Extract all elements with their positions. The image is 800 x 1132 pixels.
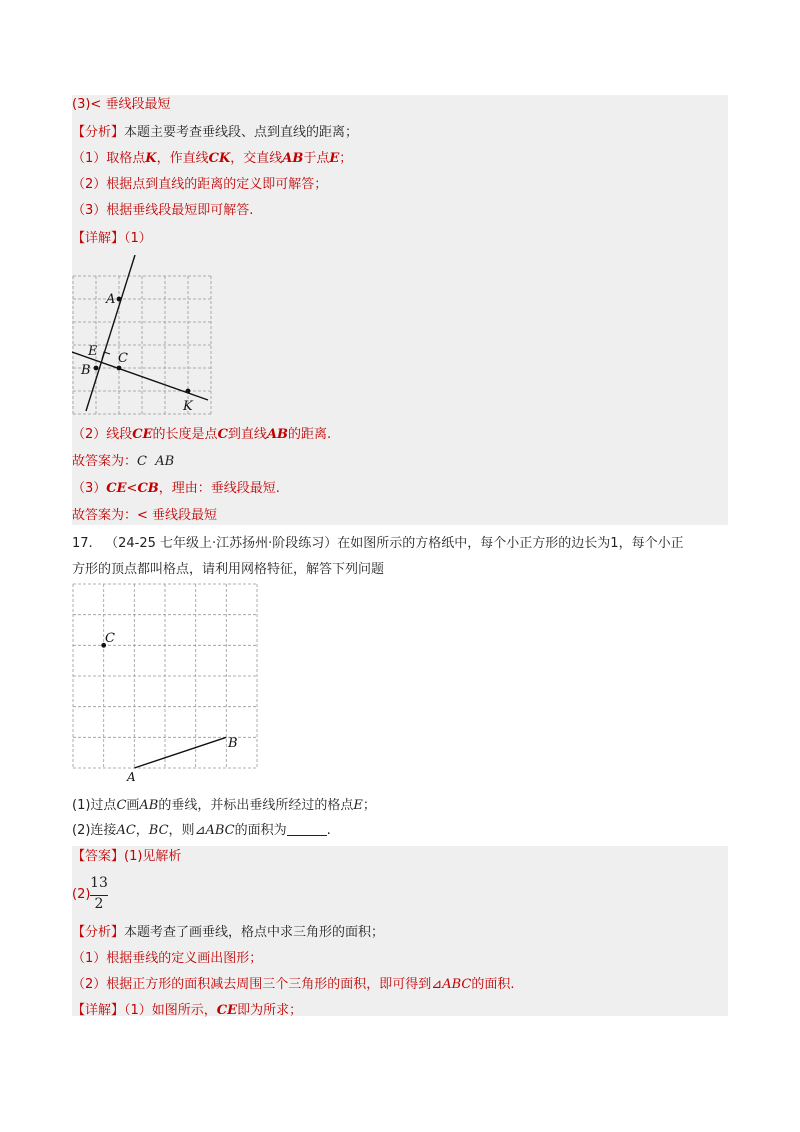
fraction-13-over-2: 13 2	[90, 875, 108, 912]
q17-sub2: (2)连接AC，BC，则⊿ABC的面积为 .	[72, 823, 331, 838]
analysis17-step2: （2）根据正方形的面积减去周围三个三角形的面积，即可得到⊿ABC的面积.	[72, 977, 515, 992]
point-c	[117, 366, 122, 371]
label-c: C	[118, 351, 128, 366]
segment-ab	[134, 737, 226, 768]
detail16-part2: （2）线段CE的长度是点C到直线AB的距离.	[72, 427, 332, 442]
answer17-line1: 【答案】(1)见解析	[72, 849, 182, 864]
analysis16-line: 【分析】本题主要考查垂线段、点到直线的距离；	[72, 125, 359, 140]
detail16-part3: （3）CE<CB，理由：垂线段最短.	[72, 481, 280, 496]
q17-line1: 17. （24-25 七年级上·江苏扬州·阶段练习）在如图所示的方格纸中，每个小正方形的边长为1，每个小正	[72, 536, 684, 551]
analysis16-step1: （1）取格点K，作直线CK，交直线AB于点E；	[72, 151, 353, 166]
label-e: E	[88, 344, 98, 359]
analysis16-step2: （2）根据点到直线的距离的定义即可解答；	[72, 177, 328, 192]
point-b	[94, 366, 99, 371]
analysis17-line: 【分析】本题考查了画垂线，格点中求三角形的面积；	[72, 925, 385, 940]
question-number: 17.	[72, 536, 93, 551]
q17-line2: 方形的顶点都叫格点，请利用网格特征，解答下列问题	[72, 562, 385, 577]
detail17-line: 【详解】（1）如图所示，CE即为所求；	[72, 1003, 303, 1018]
label-b: B	[228, 736, 238, 751]
label-c: C	[105, 631, 115, 646]
detail16-answer1: 故答案为：C AB	[72, 454, 175, 469]
answer17-line2: (2)	[72, 887, 91, 902]
label-a: A	[106, 292, 116, 307]
question-source: （24-25 七年级上·江苏扬州·阶段练习）	[105, 536, 338, 551]
analysis-tag: 【分析】	[72, 125, 125, 140]
label-k: K	[183, 399, 193, 414]
detail16-answer2: 故答案为：< 垂线段最短	[72, 508, 218, 523]
detail16-line: 【详解】（1）	[72, 231, 152, 246]
label-b: B	[81, 363, 91, 378]
part3-answer-header: (3)< 垂线段最短	[72, 97, 171, 112]
detail-tag: 【详解】	[72, 231, 125, 246]
label-a: A	[127, 770, 136, 783]
answer-tag: 【答案】	[72, 849, 125, 864]
analysis17-step1: （1）根据垂线的定义画出图形；	[72, 951, 263, 966]
answer-blank	[287, 821, 327, 836]
point-k	[186, 389, 191, 394]
detail-tag: 【详解】	[72, 1003, 125, 1018]
analysis16-step3: （3）根据垂线段最短即可解答.	[72, 203, 254, 218]
analysis-tag: 【分析】	[72, 925, 125, 940]
point-a	[117, 297, 122, 302]
figure-question17	[72, 583, 262, 783]
figure-perpendicular	[72, 255, 214, 417]
q17-sub1: (1)过点C画AB的垂线，并标出垂线所经过的格点E；	[72, 798, 376, 813]
line-ab	[86, 255, 135, 411]
